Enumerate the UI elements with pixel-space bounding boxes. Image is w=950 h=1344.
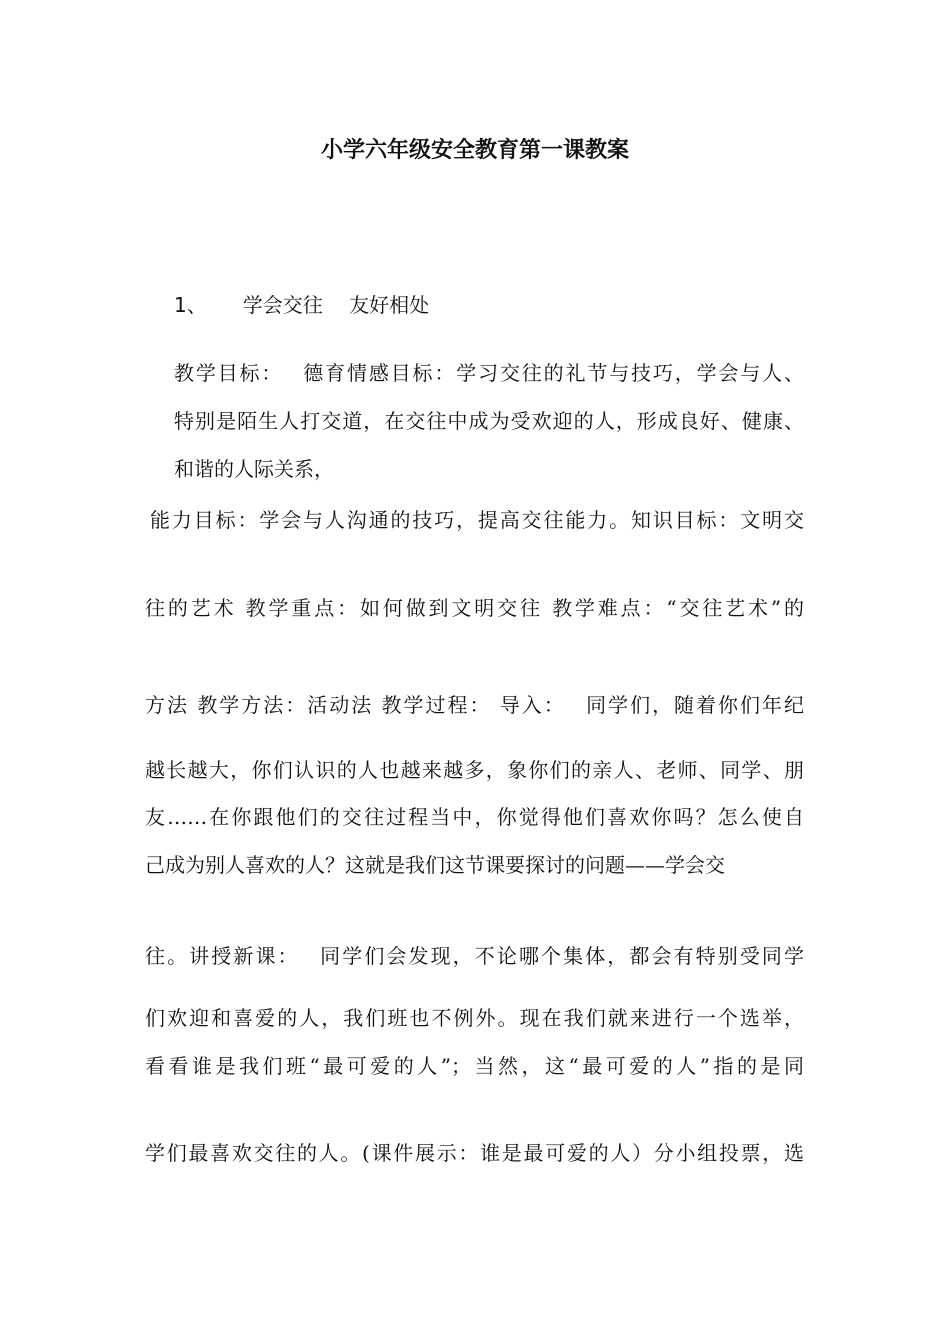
paragraph-line-3: 和谐的人际关系， bbox=[174, 457, 334, 481]
paragraph-line-6: 方法 教学方法：活动法 教学过程： 导入： 同学们，随着你们年纪 bbox=[145, 693, 804, 717]
paragraph-line-8: 友……在你跟他们的交往过程当中，你觉得他们喜欢你吗？怎么使自 bbox=[145, 805, 804, 829]
document-title: 小学六年级安全教育第一课教案 bbox=[320, 138, 629, 163]
section-number: 1、 bbox=[174, 293, 207, 317]
paragraph-line-4: 能力目标：学会与人沟通的技巧，提高交往能力。知识目标：文明交 bbox=[150, 508, 804, 532]
paragraph-line-1: 教学目标： 德育情感目标：学习交往的礼节与技巧，学会与人、 bbox=[174, 361, 804, 385]
section-heading bbox=[174, 291, 429, 319]
paragraph-line-11: 们欢迎和喜爱的人，我们班也不例外。现在我们就来进行一个选举， bbox=[145, 1006, 804, 1030]
section-heading-text: 学会交往 友好相处 bbox=[242, 293, 430, 317]
paragraph-line-7: 越长越大，你们认识的人也越来越多，象你们的亲人、老师、同学、朋 bbox=[145, 758, 804, 782]
paragraph-line-10: 往。讲授新课： 同学们会发现，不论哪个集体，都会有特别受同学 bbox=[145, 944, 804, 968]
paragraph-line-2: 特别是陌生人打交道，在交往中成为受欢迎的人，形成良好、健康、 bbox=[174, 409, 804, 433]
paragraph-line-5: 往的艺术 教学重点：如何做到文明交往 教学难点：“交往艺术”的 bbox=[145, 596, 804, 620]
paragraph-line-12: 看看谁是我们班“最可爱的人”；当然，这“最可爱的人”指的是同 bbox=[145, 1054, 804, 1078]
paragraph-line-13: 学们最喜欢交往的人。(课件展示：谁是最可爱的人）分小组投票，选 bbox=[145, 1141, 804, 1165]
paragraph-line-9: 己成为别人喜欢的人？这就是我们这节课要探讨的问题——学会交 bbox=[145, 853, 725, 877]
